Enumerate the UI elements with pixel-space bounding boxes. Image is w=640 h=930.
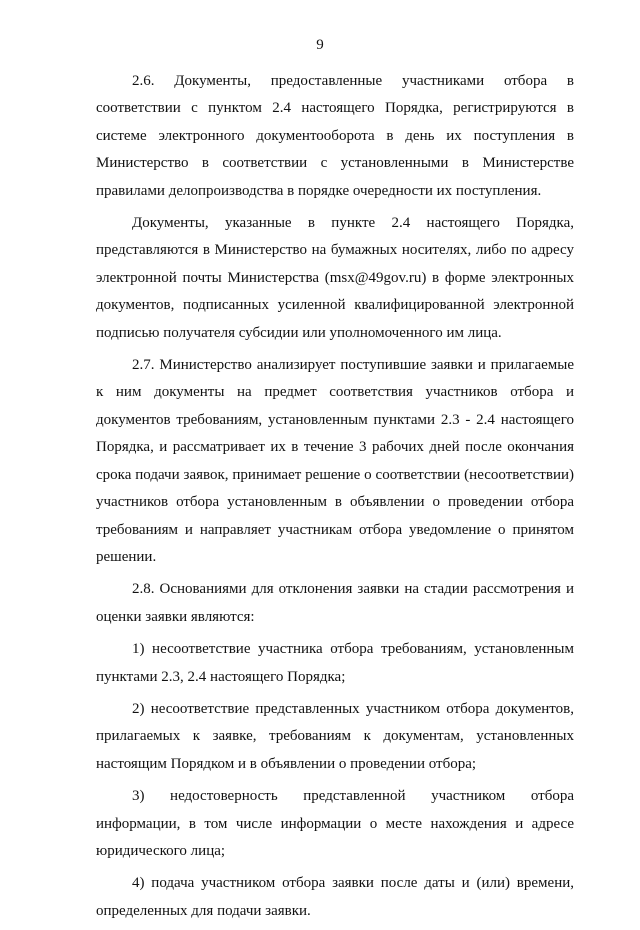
paragraph-2-6: 2.6. Документы, предоставленные участниками отбора в соответствии с пунктом 2.4 настоящего Порядка, регистрируются в системе электронного документооборота в день их поступления в Министерство в соответствии с установленными в Министерстве правилами делопроизводства в порядке очередности их поступления.: [96, 73, 574, 199]
paragraph-2-7: 2.7. Министерство анализирует поступившие заявки и прилагаемые к ним документы на предмет соответствия участников отбора и документов требованиям, установленным пунктами 2.3 - 2.4 настоящего Порядка, и рассматривает их в течение 3 рабочих дней после окончания срока подачи заявок, принимает решение о соответствии (несоответствии) участников отбора установленным в объявлении о проведении отбора требованиям и направляет участникам отбора уведомление о принятом решении.: [96, 357, 574, 565]
page-number: 9: [316, 37, 324, 53]
list-item-2: 2) несоответствие представленных участником отбора документов, прилагаемых к заявке, требованиям к документам, установленных настоящим Порядком и в объявлении о проведении отбора;: [96, 700, 574, 772]
paragraph-2-8: 2.8. Основаниями для отклонения заявки на стадии рассмотрения и оценки заявки являются:: [96, 581, 574, 625]
document-body: [96, 68, 574, 930]
list-item-1: 1) несоответствие участника отбора требованиям, установленным пунктами 2.3, 2.4 настоящего Порядка;: [96, 641, 574, 685]
paragraph-documents-submission: Документы, указанные в пункте 2.4 настоящего Порядка, представляются в Министерство на бумажных носителях, либо по адресу электронной почты Министерства (msx@49gov.ru) в форме электронных документов, подписанных усиленной квалифицированной электронной подписью получателя субсидии или уполномоченного им лица.: [96, 215, 574, 341]
list-item-3: 3) недостоверность представленной участником отбора информации, в том числе информации о месте нахождения и адресе юридического лица;: [96, 788, 574, 859]
list-item-4: 4) подача участником отбора заявки после даты и (или) времени, определенных для подачи заявки.: [96, 875, 574, 919]
